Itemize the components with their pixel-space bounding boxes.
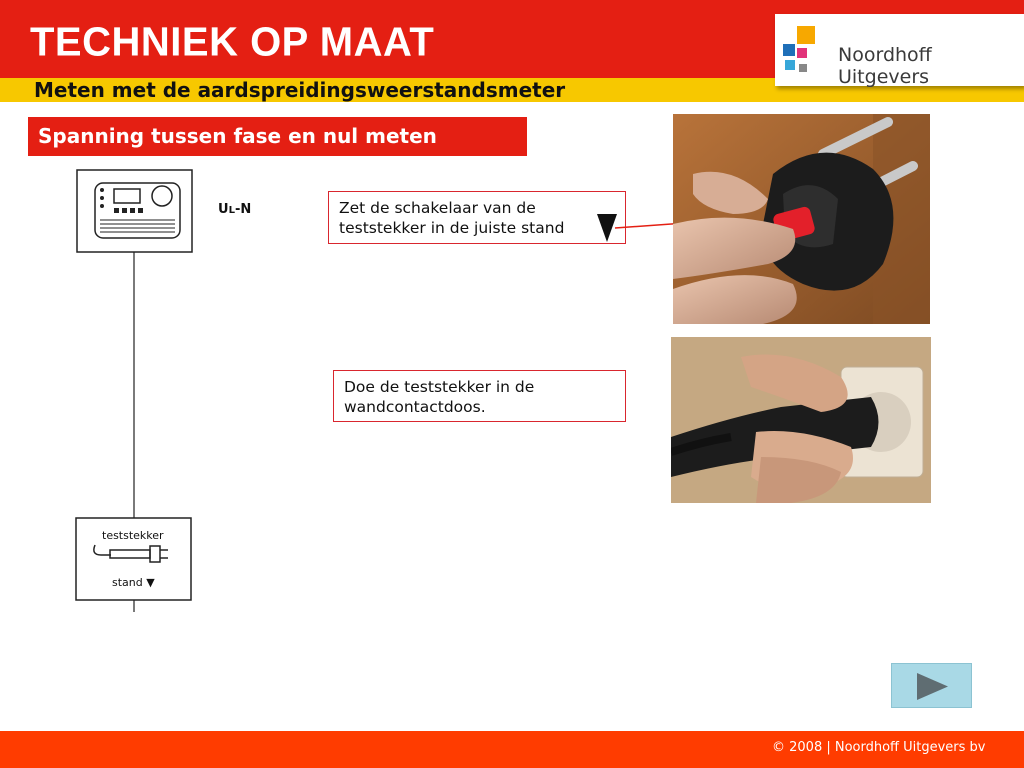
instruction-callout <box>333 370 626 422</box>
instruction-text: Doe de teststekker in de wandcontactdoos. <box>344 378 535 416</box>
probe-label: teststekker <box>102 529 164 542</box>
app-title: TECHNIEK OP MAAT <box>30 19 435 65</box>
plug-switch-photo <box>673 114 930 324</box>
voltage-label: UL-N <box>218 202 252 217</box>
page-subtitle: Meten met de aardspreidingsweerstandsmeter <box>34 78 566 102</box>
copyright-text: © 2008 | Noordhoff Uitgevers bv <box>772 740 986 755</box>
play-right-icon <box>892 664 973 709</box>
logo-text: Noordhoff Uitgevers <box>838 44 932 88</box>
instruction-text: Zet de schakelaar van de teststekker in de juiste stand <box>339 199 565 237</box>
socket-photo <box>671 337 931 503</box>
triangle-down-icon <box>597 214 617 242</box>
instruction-callout <box>328 191 626 244</box>
probe-stand-label: stand ▼ <box>112 576 155 589</box>
logo-mark-icon <box>783 24 843 84</box>
measurement-diagram <box>60 160 280 730</box>
next-button[interactable] <box>891 663 972 708</box>
section-title: Spanning tussen fase en nul meten <box>38 124 437 148</box>
